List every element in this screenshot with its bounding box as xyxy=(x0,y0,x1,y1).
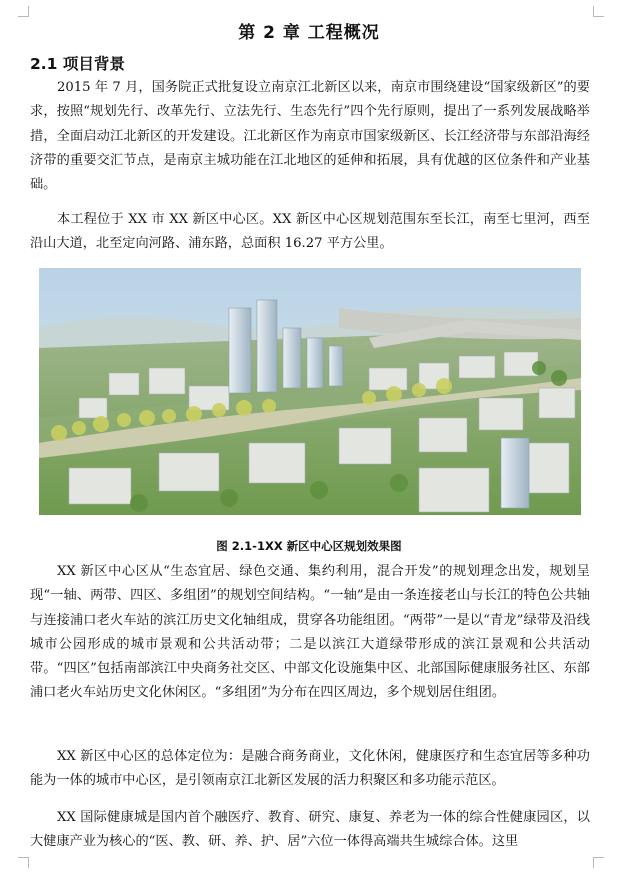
paragraph-background: 2015 年 7 月，国务院正式批复设立南京江北新区以来，南京市围绕建设“国家级新区”的要求，按照“规划先行、改革先行、立法先行、生态先行”四个先行原则，提出了一系列发展战略举措，全面启动江北新区的开发建设。江北新区作为南京市国家级新区、长江经济带与东部沿海经济带的重要交汇节点，是南京主城功能在江北地区的延伸和拓展，具有优越的区位条件和产业基础。 xyxy=(30,80,590,193)
crop-mark-top-right xyxy=(593,6,604,17)
paragraph-health-city: XX 国际健康城是国内首个融医疗、教育、研究、康复、养老为一体的综合性健康园区，以大健康产业为核心的“医、教、研、养、护、居”六位一体得高端共生城综合体。这里 xyxy=(30,810,590,850)
paragraph-location: 本工程位于 XX 市 XX 新区中心区。XX 新区中心区规划范围东至长江，南至七里河，西至沿山大道，北至定向河路、浦东路，总面积 16.27 平方公里。 xyxy=(30,212,590,252)
crop-mark-bottom-right xyxy=(593,857,604,868)
paragraph-planning-concept: XX 新区中心区从“生态宜居、绿色交通、集约利用，混合开发”的规划理念出发，规划呈现“一轴、两带、四区、多组团”的规划空间结构。“一轴”是由一条连接老山与长江的特色公共轴与连接浦口老火车站的滨江历史文化轴组成，贯穿各功能组团。“两带”一是以“青龙”绿带及沿线城市公园形成的城市景观和公共活动带；二是以滨江大道绿带形成的滨江景观和公共活动带。“四区”包括南部滨江中央商务社交区、中部文化设施集中区、北部国际健康服务社区、东部浦口老火车站历史文化休闲区。“多组团”为分布在四区周边，多个规划居住组团。 xyxy=(30,564,590,701)
paragraph-positioning: XX 新区中心区的总体定位为：是融合商务商业，文化休闲，健康医疗和生态宜居等多种功能为一体的城市中心区，是引领南京江北新区发展的活力积聚区和多功能示范区。 xyxy=(30,749,590,789)
chapter-title: 第 2 章 工程概况 xyxy=(238,23,380,43)
crop-mark-bottom-left xyxy=(18,857,29,868)
figure-caption: 图 2.1-1XX 新区中心区规划效果图 xyxy=(216,539,402,553)
section-title: 2.1 项目背景 xyxy=(30,55,125,73)
planning-rendering-image xyxy=(39,268,581,515)
crop-mark-top-left xyxy=(18,6,29,17)
